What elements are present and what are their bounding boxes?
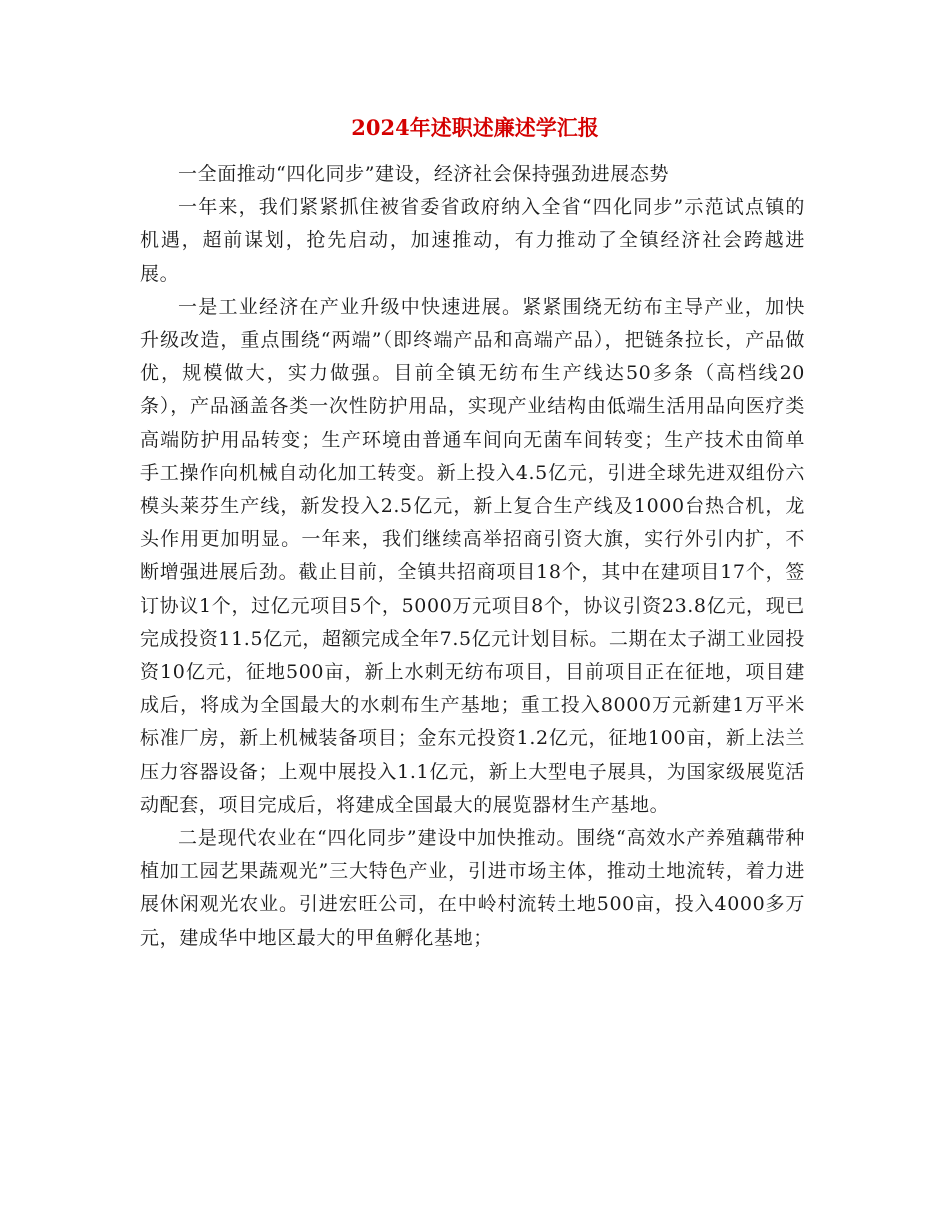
document-body [140, 158, 805, 955]
paragraph-intro: 一年来，我们紧紧抓住被省委省政府纳入全省“四化同步”示范试点镇的机遇，超前谋划，抢先启动，加速推动，有力推动了全镇经济社会跨越进展。 [140, 196, 805, 285]
document-title: 2024年述职述廉述学汇报 [351, 115, 599, 140]
paragraph-industry: 一是工业经济在产业升级中快速进展。紧紧围绕无纺布主导产业，加快升级改造，重点围绕“两端”（即终端产品和高端产品），把链条拉长，产品做优，规模做大，实力做强。目前全镇无纺布生产线达50多条（高档线20条），产品涵盖各类一次性防护用品，实现产业结构由低端生活用品向医疗类高端防护用品转变；生产环境由普通车间向无菌车间转变；生产技术由简单手工操作向机械自动化加工转变。新上投入4.5亿元，引进全球先进双组份六模头莱芬生产线，新发投入2.5亿元，新上复合生产线及1000台热合机，龙头作用更加明显。一年来，我们继续高举招商引资大旗，实行外引内扩，不断增强进展后劲。截止目前，全镇共招商项目18个，其中在建项目17个，签订协议1个，过亿元项目5个，5000万元项目8个，协议引资23.8亿元，现已完成投资11.5亿元，超额完成全年7.5亿元计划目标。二期在太子湖工业园投资10亿元，征地500亩，新上水刺无纺布项目，目前项目正在征地，项目建成后，将成为全国最大的水刺布生产基地；重工投入8000万元新建1万平米标准厂房，新上机械装备项目；金东元投资1.2亿元，征地100亩，新上法兰压力容器设备；上观中展投入1.1亿元，新上大型电子展具，为国家级展览活动配套，项目完成后，将建成全国最大的展览器材生产基地。 [140, 295, 805, 816]
paragraph-heading: 一全面推动“四化同步”建设，经济社会保持强劲进展态势 [178, 163, 670, 185]
paragraph-agriculture: 二是现代农业在“四化同步”建设中加快推动。围绕“高效水产养殖藕带种植加工园艺果蔬观光”三大特色产业，引进市场主体，推动土地流转，着力进展休闲观光农业。引进宏旺公司，在中岭村流转土地500亩，投入4000多万元，建成华中地区最大的甲鱼孵化基地； [140, 827, 805, 949]
